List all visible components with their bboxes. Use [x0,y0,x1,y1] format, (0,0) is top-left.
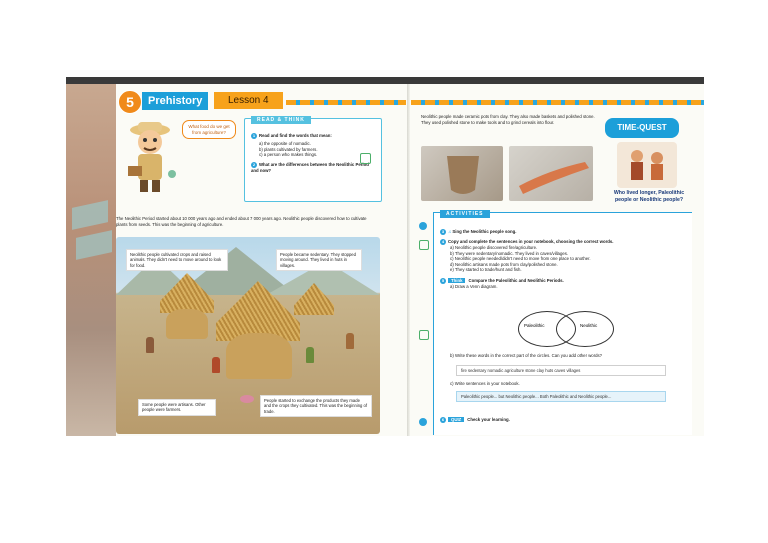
time-quest-question: Who lived longer, Paleolithic people or Neolithic people? [613,190,685,203]
caption-sedentary: People became sedentary. They stopped moving around. They lived in huts in villages. [276,249,362,271]
quiz-tag: QUIZ [448,417,464,422]
question-1 [251,133,375,139]
activities-box [433,212,692,435]
question-number-badge: 1 [252,133,256,138]
music-note-icon: ♫ [448,229,453,235]
activity-number-badge: 5 [441,277,445,283]
unit-title: Prehistory [142,92,208,110]
explorer-mascot [120,116,180,196]
activity-4-item: d) Neolithic artisans made pots from clay/polished stone. [450,261,558,267]
activity-5c: c) Write sentences in your notebook. [450,381,520,386]
mascot-speech-bubble: What food do we get from agriculture? [182,120,236,139]
venn-circle-right [556,311,614,347]
venn-label-left: Paleolithic [524,323,545,328]
activity-6-text: Check your learning. [467,417,510,423]
activity-4-item: e) They started to trade/hunt and fish. [450,267,522,273]
time-quest-banner [605,118,679,138]
read-think-heading: READ & THINK [251,116,311,124]
activity-number-badge: 6 [441,417,445,422]
map-edge-decoration [66,84,116,436]
notebook-icon [360,153,371,164]
textbook-spread [66,84,704,436]
notebook-icon [419,330,429,340]
intro-paragraph: The Neolithic Period started about 10 000 years ago and ended about 7 000 years ago. Neolithic people discovered how to cultivate plants from seeds. This was the beginning of agriculture. [116,216,367,227]
villager-figure [306,347,314,363]
activity-6 [440,417,688,423]
notebook-icon [419,240,429,250]
activity-4-item: b) They were sedentary/nomadic. They lived in caves/villages. [450,250,569,256]
villager-figure [212,357,220,373]
read-think-content [251,133,375,173]
map-tile [76,230,112,260]
right-page [411,84,704,436]
question-1-item: a) the opposite of nomadic. [259,141,311,146]
page-fold [407,84,410,436]
activity-5-text: Compare the Paleolithic and Neolithic Periods. [468,278,564,284]
activity-5b: b) Write these words in the correct part of the circles. Can you add other words? [450,353,603,358]
activities-content [440,229,688,290]
activity-4-item: c) Neolithic people needed/didn't need to move from one place to another. [450,256,591,262]
pot-illustration [421,146,503,201]
sentence-starters: Paleolithic people... but Neolithic people... Both Paleolithic and Neolithic people... [456,391,666,402]
pig-figure [240,395,254,403]
neolithic-village-illustration [116,237,380,434]
header-stripe [286,100,406,105]
caption-exchange: People started to exchange the products they made and the crops they cultivated. This was the beginning of trade. [260,395,372,417]
stone-tool-illustration [509,146,593,201]
audio-icon[interactable] [419,418,427,426]
people-illustration [617,142,677,188]
question-2 [251,162,375,174]
activity-4-item: a) Neolithic people discovered fire/agriculture. [450,245,538,250]
polished-stone-photo [509,146,593,201]
question-1-item: b) plants cultivated by farmers. [259,146,318,152]
activity-4-text: Copy and complete the sentences in your notebook, choosing the correct words. [448,239,614,245]
hut [226,333,292,379]
paleolithic-people-illustration [617,142,677,188]
activity-3-text: Sing the Neolithic people song. [452,229,517,235]
question-1-text: Read and find the words that mean: [259,133,332,139]
ceramic-pot-photo [421,146,503,201]
question-number-badge: 2 [252,161,256,167]
villager-figure [146,337,154,353]
villager-figure [346,333,354,349]
question-1-item: c) a person who makes things. [259,152,318,158]
question-2-text: What are the differences between the Neolithic Period and now? [251,161,369,173]
lesson-label: Lesson 4 [214,92,283,109]
left-page [116,84,406,436]
venn-diagram [518,311,614,347]
activity-number-badge: 4 [441,239,445,244]
mascot-illustration [120,116,180,196]
venn-label-right: Neolithic [580,323,598,328]
time-quest-label: TIME-QUEST [617,123,667,132]
map-tile [72,200,108,230]
activity-5a: a) Draw a Venn diagram. [450,283,498,289]
activity-number-badge: 3 [441,229,445,234]
viewer-top-bar [66,77,704,84]
activity-3 [440,229,688,235]
hut [166,309,208,339]
audio-icon[interactable] [419,222,427,230]
activities-heading: ACTIVITIES [440,210,490,218]
unit-number-badge: 5 [118,90,142,114]
word-bank: fire sedentary nomadic agriculture stone clay huts caves villages [456,365,666,376]
right-intro-paragraph: Neolithic people made ceramic pots from clay. They also made baskets and polished stone. They used polished stone to make tools and to grind cereals into flour. [421,114,595,125]
caption-artisans: Some people were artisans. Other people were farmers. [138,399,216,416]
caption-crops: Neolithic people cultivated crops and raised animals. They didn't need to move around to look for food. [126,249,228,271]
think-tag: Think [448,278,465,283]
read-think-box [244,118,382,202]
header-stripe [411,100,704,105]
